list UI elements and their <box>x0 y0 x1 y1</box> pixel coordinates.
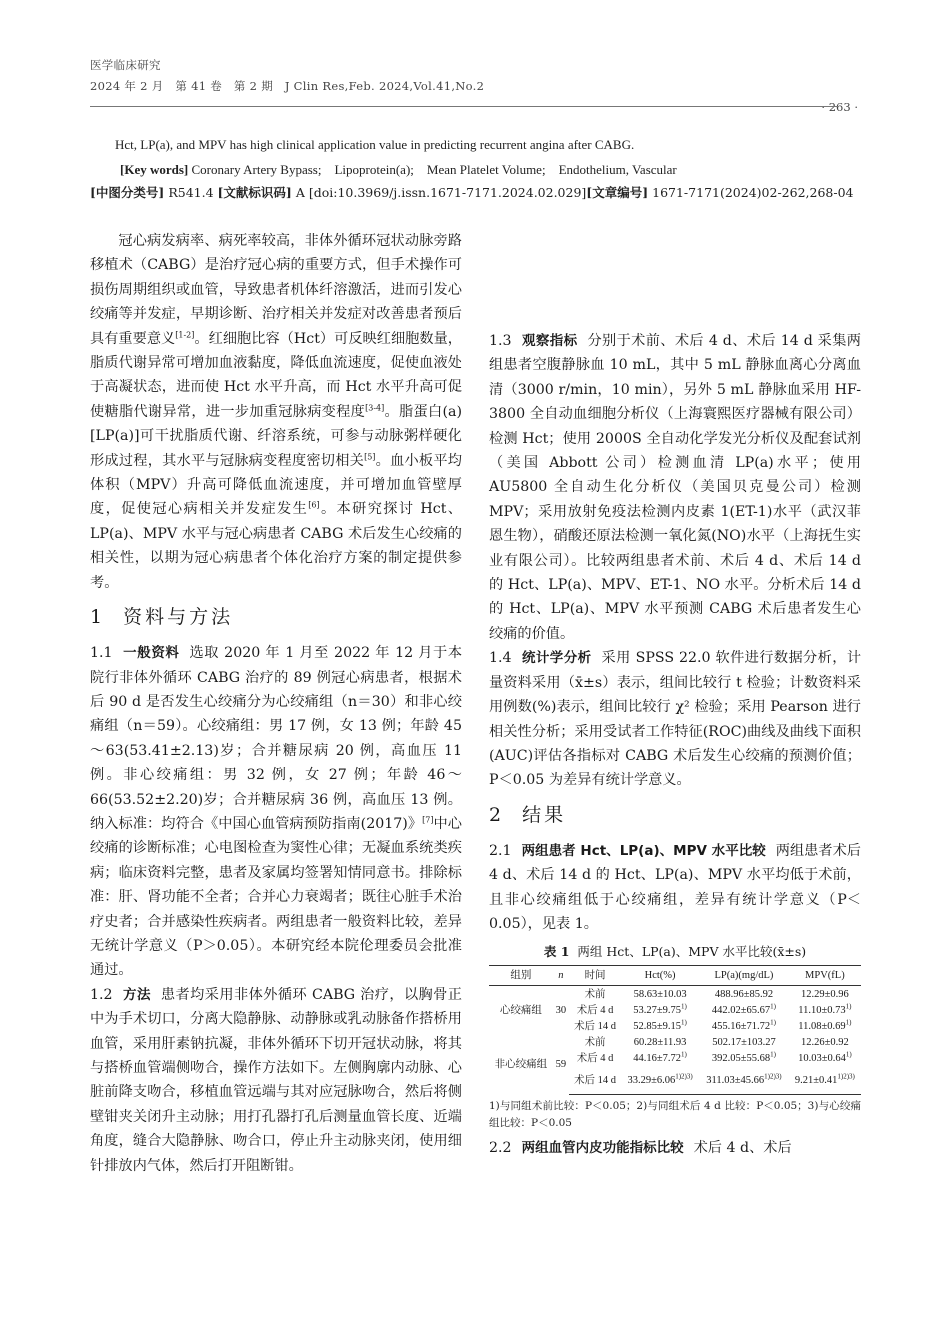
keywords <box>120 159 890 181</box>
lpa-cell: $442.02\pm 65.67^{1)}$ <box>711 1002 776 1016</box>
section-1-2: 1.2 方法 患者均采用非体外循环 CABG 治疗，以胸骨正中为手术切口，分离大隐静脉、动静脉或乳动脉备作搭桥用血管，采用肝素钠抗凝，非体外循环下切开冠状动脉，将其与搭桥血管端侧吻合，操作方法如下。左侧胸廓内动脉、心脏前降支吻合，移植血管远端与其对应冠脉吻合，然后将侧壁钳夹关闭升主动脉；用打孔器打孔后测量血管长度、近端角度，缝合大隐静脉、吻合口，停止升主动脉夹闭，使用细针排放内气体，然后打开阻断钳。 <box>90 986 462 1174</box>
right-column <box>489 229 861 1161</box>
lpa-cell: 488.96±85.92 <box>714 988 774 1000</box>
section-1-1: 1.1 一般资料 选取 2020 年 1 月至 2022 年 12 月于本院行非体外循环 CABG 治疗的 89 例冠心病患者，根据术后 90 d 是否发生心绞痛分为心绞痛组（n＝30）和非心绞痛组（n＝59）。心绞痛组：男 17 例，女 13 例；年龄 45～63(53.41±2.13)岁；合并糖尿病 20 例，高血压 11 例。非心绞痛组：男 32 例，女 27 例；年龄 46～66(53.52±2.20)岁；合并糖尿病 36 例，高血压 13 例。纳入标准：均符合《中国心血管病预防指南(2017)》[7]中心绞痛的诊断标准；心电图检查为窦性心律；无凝血系统类疾病；临床资料完整，患者及家属均签署知情同意书。排除标准：肝、肾功能不全者；合并心力衰竭者；既往心脏手术治疗史者；合并感染性疾病者。两组患者一般资料比较，差异无统计学意义（P＞0.05）。本研究经本院伦理委员会批准通过。 <box>90 645 463 979</box>
table-row <box>489 986 861 1003</box>
table-header-cell: 时间 <box>569 966 621 986</box>
group-name: 心绞痛组 <box>499 1004 542 1016</box>
header-rule <box>90 106 838 107</box>
page-number: · 263 · <box>821 100 858 114</box>
mpv-cell: $9.21\pm 0.41^{1)2)3)}$ <box>789 1066 861 1095</box>
time-cell: 术前 <box>584 1036 606 1048</box>
time-cell: 术后 4 d <box>576 1004 614 1016</box>
keywords-label: [Key words] <box>120 162 189 177</box>
hct-cell: $53.27\pm 9.75^{1)}$ <box>633 1002 687 1016</box>
issue-line: 2024 年 2 月 第 41 卷 第 2 期 J Clin Res,Feb. 2024,Vol.41,No.2 <box>90 79 485 93</box>
table-header-cell: LP(a)(mg/dL) <box>699 966 789 986</box>
section-1-3: 1.3 观察指标 分别于术前、术后 4 d、术后 14 d 采集两组患者空腹静脉血 10 mL，其中 5 mL 静脉血离心分离血清（3000 r/min，10 min），另外 5 mL 静脉血采用 HF-3800 全自动血细胞分析仪（上海寰熙医疗器械有限公司）检测 Hct；使用 2000S 全自动化学发光分析仪及配套试剂（美国 Abbott 公司）检测血清 LP(a)水平；使用 AU5800 全自动生化分析仪（美国贝克曼公司）检测 MPV；采用放射免疫法检测内皮素 1(ET-1)水平（武汉菲恩生物），硝酸还原法检测一氧化氮(NO)水平（上海抚生实业有限公司）。比较两组患者术前、术后 4 d、术后 14 d 的 Hct、LP(a)、MPV、ET-1、NO 水平。分析术后 14 d 的 Hct、LP(a)、MPV 水平预测 CABG 术后患者发生心绞痛的价值。 <box>489 333 861 642</box>
group-name: 非心绞痛组 <box>494 1059 548 1071</box>
table-1 <box>489 965 861 1095</box>
lpa-cell: $455.16\pm 71.72^{1)}$ <box>711 1018 776 1032</box>
table-header-cell: 组别 <box>489 966 553 986</box>
mpv-cell: 12.29±0.96 <box>800 988 849 1000</box>
group-n: 59 <box>555 1059 567 1071</box>
table-header-cell: Hct(%) <box>621 966 699 986</box>
clc-value: R541.4 <box>168 185 214 200</box>
mpv-cell: 12.26±0.92 <box>800 1036 849 1048</box>
table-header-cell: n <box>553 966 569 986</box>
group-n: 30 <box>555 1004 567 1016</box>
time-cell: 术后 14 d <box>569 1066 621 1095</box>
time-cell: 术后 14 d <box>574 1020 617 1032</box>
table-1-note: 1)与同组术前比较：P＜0.05；2)与同组术后 4 d 比较：P＜0.05；3)与心绞痛组比较：P＜0.05 <box>489 1100 861 1130</box>
hct-cell: $44.16\pm 7.72^{1)}$ <box>633 1050 687 1064</box>
table-row <box>489 1034 861 1050</box>
table-1-caption: 表 1 两组 Hct、LP(a)、MPV 水平比较(x̄±s) <box>543 944 807 960</box>
lpa-cell: $311.03\pm 45.66^{1)2)3)}$ <box>699 1066 789 1095</box>
keywords-text: Coronary Artery Bypass; Lipoprotein(a); Mean Platelet Volume; Endothelium, Vascular <box>191 162 677 177</box>
abstract-tail: Hct, LP(a), and MPV has high clinical application value in predicting recurrent angina after CABG. <box>115 137 635 152</box>
hct-cell: $33.29\pm 6.06^{1)2)3)}$ <box>621 1066 699 1095</box>
section-2-1: 2.1 两组患者 Hct、LP(a)、MPV 水平比较 两组患者术后 4 d、术后 14 d 的 Hct、LP(a)、MPV 水平均低于术前，且非心绞痛组低于心绞痛组，差异有统计学意义（P＜0.05），见表 1。 <box>489 842 861 932</box>
mpv-cell: $11.08\pm 0.69^{1)}$ <box>798 1018 852 1032</box>
lpa-cell: $392.05\pm 55.68^{1)}$ <box>711 1050 776 1064</box>
section-1-4: 1.4 统计学分析 采用 SPSS 22.0 软件进行数据分析，计量资料采用（x̄±s）表示，组间比较行 t 检验；计数资料采用例数(%)表示，组间比较行 χ² 检验；采用 Pearson 进行相关性分析；采用受试者工作特征(ROC)曲线及曲线下面积(AUC)评估各指标对 CABG 术后发生心绞痛的预测价值；P＜0.05 为差异有统计学意义。 <box>489 650 862 789</box>
mpv-cell: $11.10\pm 0.73^{1)}$ <box>798 1002 852 1016</box>
time-cell: 术前 <box>584 988 606 1000</box>
section-2-2: 2.2 两组血管内皮功能指标比较 术后 4 d、术后 <box>489 1140 792 1157</box>
table-header-cell: MPV(fL) <box>789 966 861 986</box>
section-2-heading: 2 结果 <box>489 803 567 826</box>
hct-cell: $52.85\pm 9.15^{1)}$ <box>633 1018 687 1032</box>
doi: [doi:10.3969/j.issn.1671-7171.2024.02.029] <box>308 185 587 200</box>
article-label: [文章编号] <box>586 185 649 200</box>
lpa-cell: 502.17±103.27 <box>712 1036 776 1048</box>
doc-value: A <box>295 185 305 200</box>
intro-paragraph: 冠心病发病率、病死率较高，非体外循环冠状动脉旁路移植术（CABG）是治疗冠心病的重要方式，但手术操作可损伤周期组织或血管，导致患者机体纤溶激活，进而引发心绞痛等并发症，早期诊断、治疗相关并发症对改善患者预后具有重要意义[1-2]。红细胞比容（Hct）可反映红细胞数量，脂质代谢异常可增加血液黏度，降低血流速度，促使血液处于高凝状态，进而使 Hct 水平升高，而 Hct 水平升高可促使糖脂代谢异常，进一步加重冠脉病变程度[3-4]。脂蛋白(a)[LP(a)]可干扰脂质代谢、纤溶系统，可参与动脉粥样硬化形成过程，其水平与冠脉病变程度密切相关[5]。血小板平均体积（MPV）升高可降低血流速度，并可增加血管壁厚度，促使冠心病相关并发症发生[6]。本研究探讨 Hct、LP(a)、MPV 水平与冠心病患者 CABG 术后发生心绞痛的相关性，以期为冠心病患者个体化治疗方案的制定提供参考。 <box>90 233 462 591</box>
clc-label: [中图分类号] <box>90 185 165 200</box>
journal-name: 医学临床研究 <box>90 58 161 72</box>
section-1-heading: 1 资料与方法 <box>90 606 234 629</box>
doc-label: [文献标识码] <box>217 185 292 200</box>
time-cell: 术后 4 d <box>576 1052 614 1064</box>
mpv-cell: $10.03\pm 0.64^{1)}$ <box>798 1050 852 1064</box>
hct-cell: 60.28±11.93 <box>633 1036 687 1048</box>
left-column <box>90 229 462 1178</box>
article-value: 1671-7171(2024)02-262,268-04 <box>652 185 854 200</box>
hct-cell: 58.63±10.03 <box>633 988 687 1000</box>
classification-line <box>90 183 870 203</box>
